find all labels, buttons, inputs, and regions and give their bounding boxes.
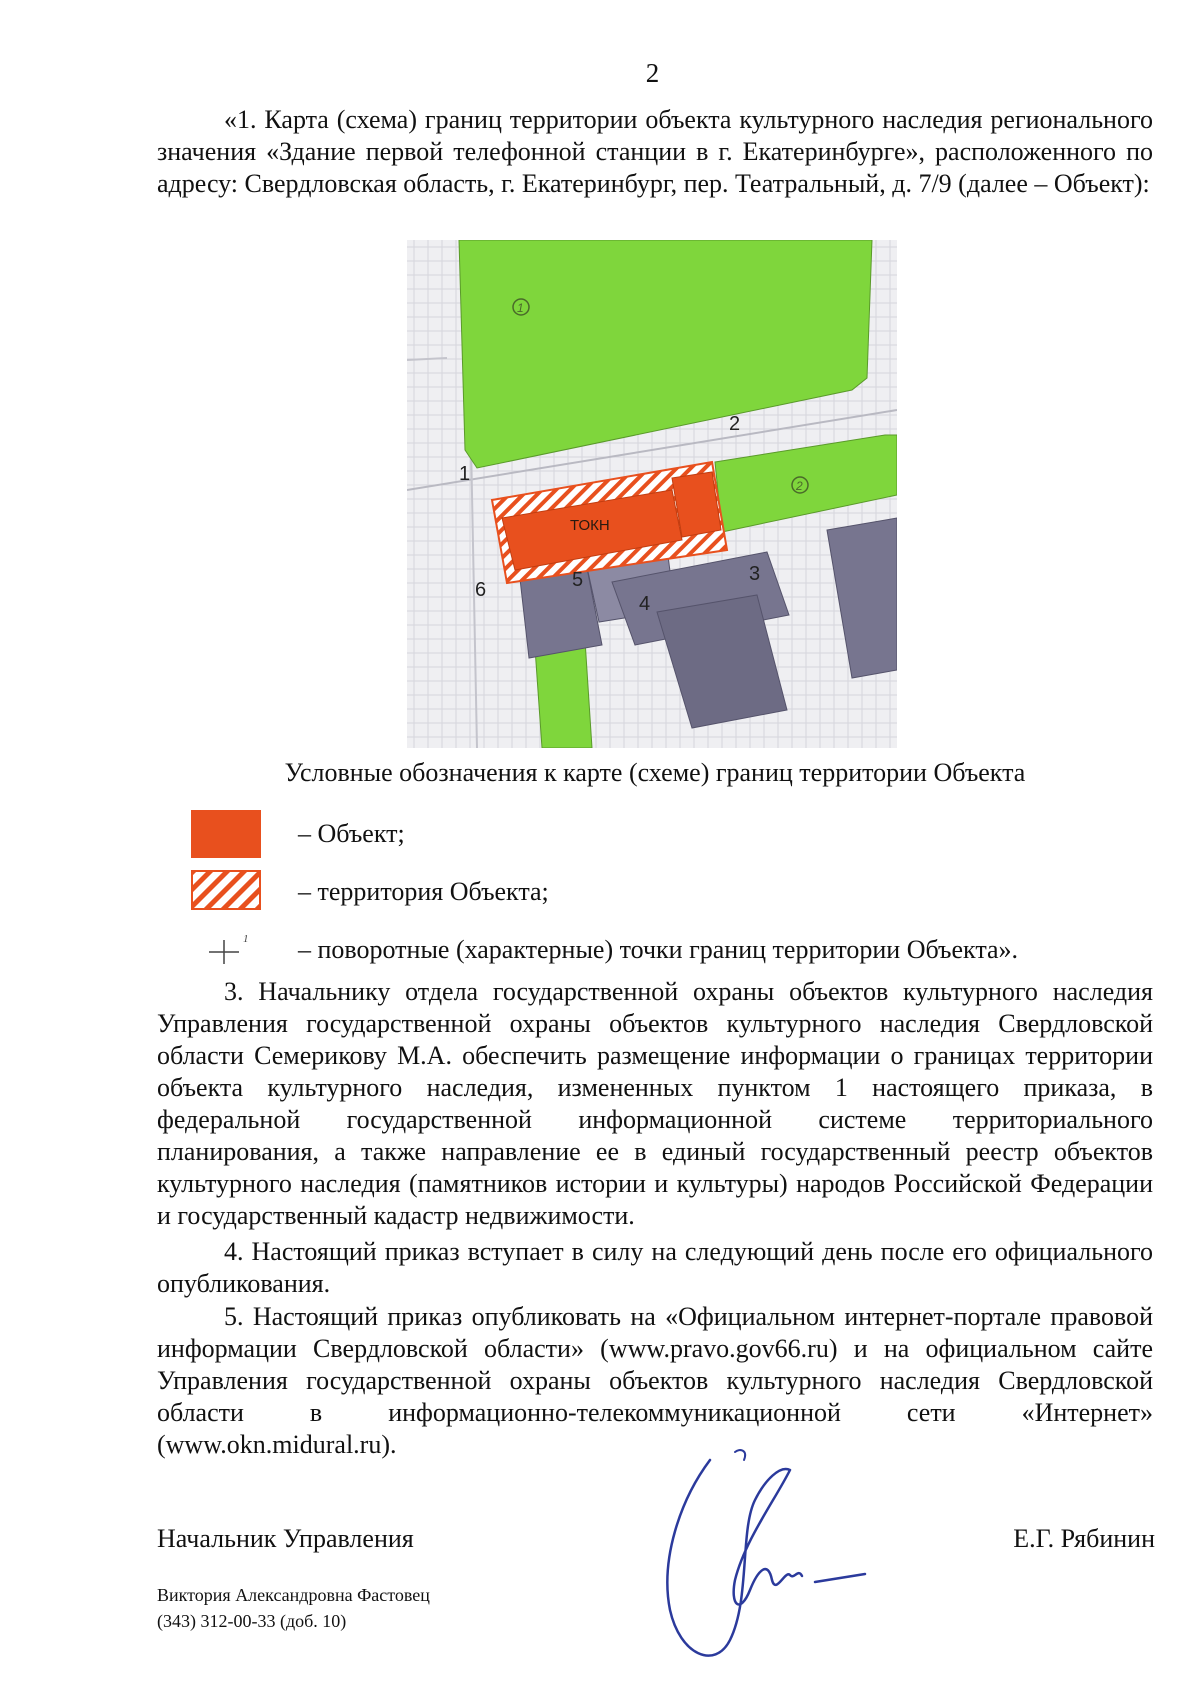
paragraph-5: 5. Настоящий приказ опубликовать на «Официальном интернет-портале правовой информации Свердловской области» (www.pravo.gov66.ru) и на официальном сайте Управления государственной охраны объектов культурного наследия Свердловской области в информационно-телекоммуникационной сети «Интернет» (www.okn.midural.ru). [157,1302,1153,1459]
point-label-4: 4 [639,593,651,615]
territory-map-svg [407,240,897,748]
contact-name: Виктория Александровна Фастовец [157,1585,430,1605]
intro-paragraph: «1. Карта (схема) границ территории объекта культурного наследия регионального значения «Здание первой телефонной станции в г. Екатеринбурге», расположенного по адресу: Свердловская область, г. Екатеринбург, пер. Театральный, д. 7/9 (далее – Объект): [157,105,1153,198]
legend-row-points [0,930,1200,982]
legend-row-territory [0,870,1200,922]
point-label-5: 5 [572,569,584,591]
paragraph-4: 4. Настоящий приказ вступает в силу на следующий день после его официального опубликования. [157,1237,1153,1298]
legend-row-object [0,810,1200,862]
paragraph-3: 3. Начальнику отдела государственной охраны объектов культурного наследия Управления государственной охраны объектов культурного наследия Свердловской области Семерикову М.А. обеспечить размещение информации о границах территории объекта культурного наследия, измененных пунктом 1 настоящего приказа, в федеральной государственной информационной системе территориального планирования, а также направление ее в единый государственный реестр объектов культурного наследия (памятников истории и культуры) народов Российской Федерации и государственный кадастр недвижимости. [157,977,1153,1230]
point-label-3: 3 [749,563,761,585]
territory-swatch [191,870,261,910]
territory-map [407,240,897,748]
legend-text-territory: – территория Объекта; [298,877,549,906]
page-number: 2 [645,58,660,88]
point-label-2: 2 [729,413,741,435]
contact-phone: (343) 312-00-33 (доб. 10) [157,1611,347,1631]
handwritten-signature [640,1440,890,1685]
object-label: ТОКН [570,517,610,534]
point-label-6: 6 [475,579,487,601]
legend-title: Условные обозначения к карте (схеме) границ территории Объекта [284,758,1026,787]
green-zone-3 [535,640,592,748]
point-label-1: 1 [459,463,471,485]
cross-point-icon [205,930,255,964]
zone-label-1: 1 [517,301,524,315]
object-swatch [191,810,261,858]
legend-text-points: – поворотные (характерные) точки границ территории Объекта». [298,935,1019,964]
signatory-name: Е.Г. Рябинин [1013,1524,1155,1553]
signatory-role: Начальник Управления [157,1524,414,1553]
svg-text:1: 1 [243,933,249,945]
zone-label-2: 2 [796,479,803,493]
legend-text-object: – Объект; [298,819,405,848]
